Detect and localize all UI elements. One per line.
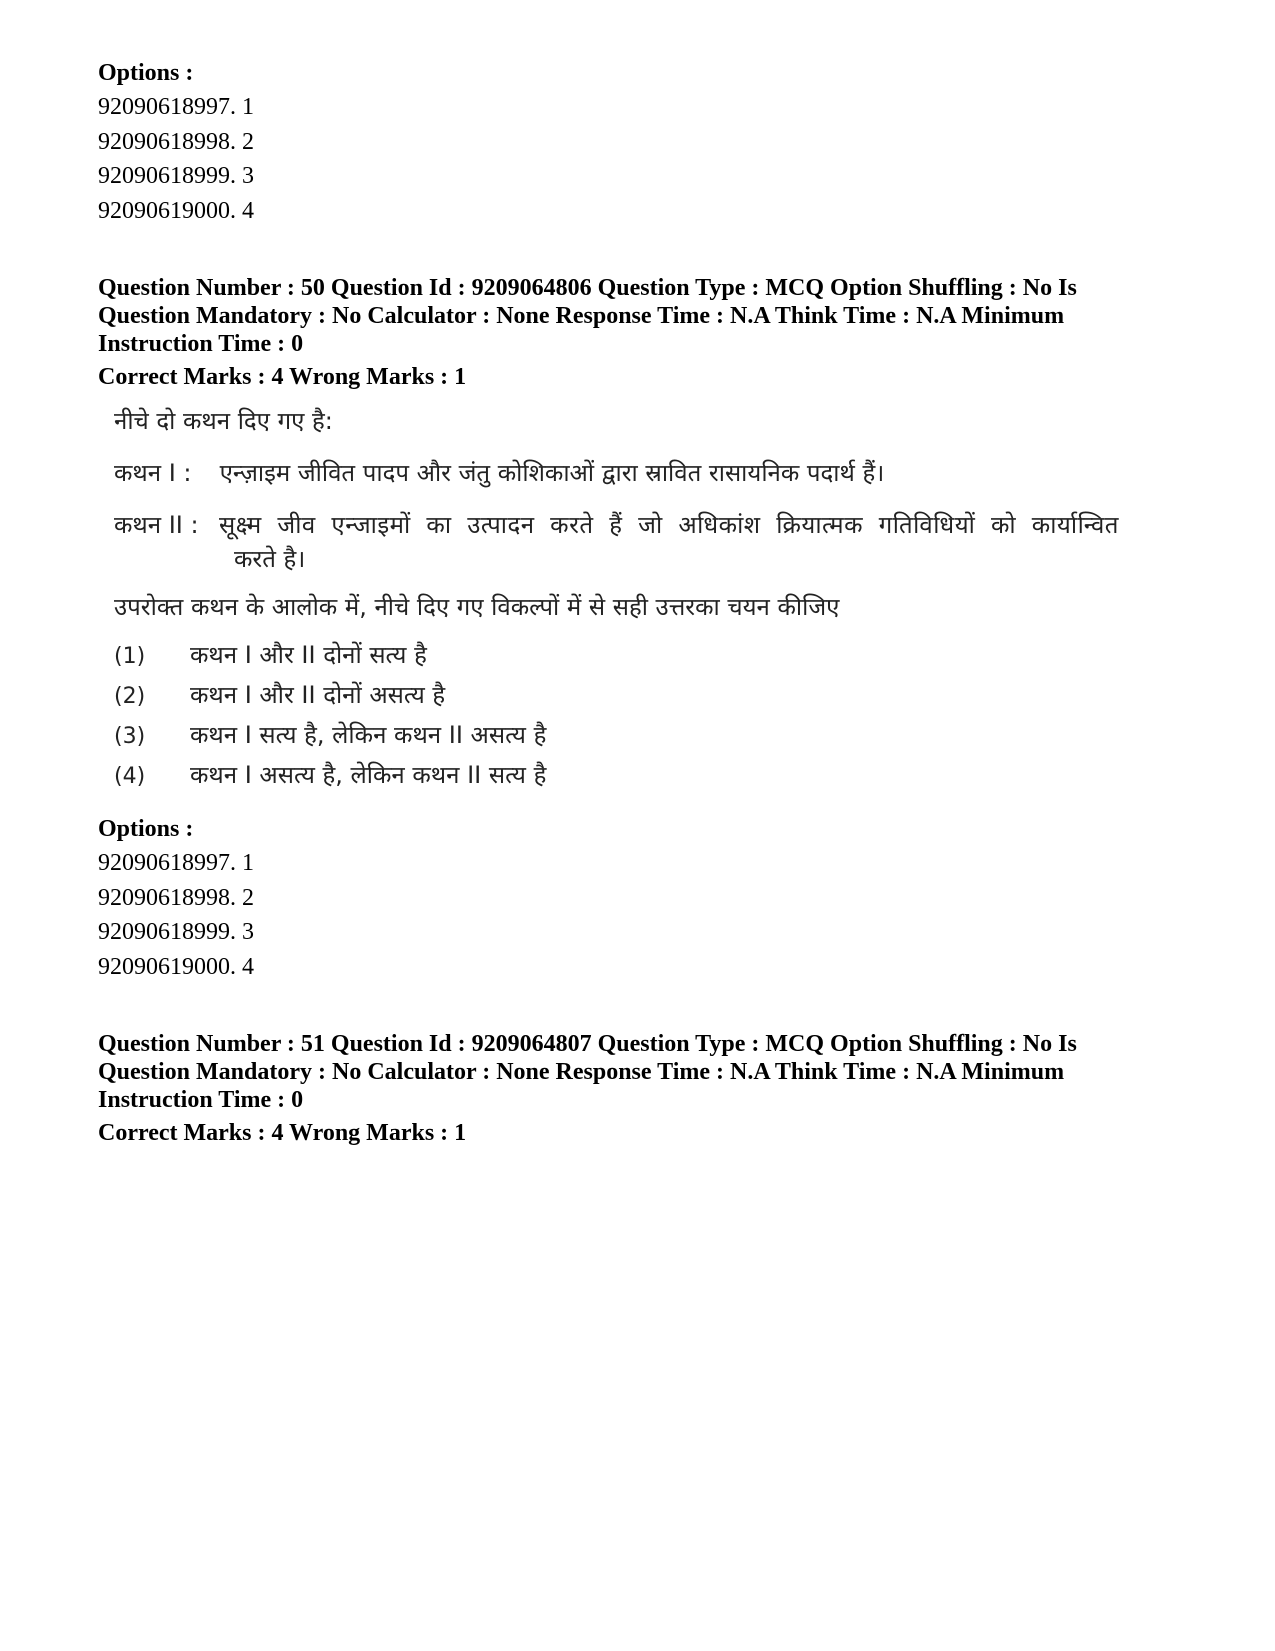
option-item: 92090618998. 2 xyxy=(98,884,254,911)
choice-number: (2) xyxy=(114,684,146,709)
options-section-q49 xyxy=(98,56,1178,228)
option-item: 92090619000. 4 xyxy=(98,953,254,980)
choice-text: कथन I और II दोनों असत्य है xyxy=(190,681,446,709)
option-item: 92090618999. 3 xyxy=(98,919,254,945)
statement-2-text-line2: करते है। xyxy=(234,545,306,573)
choice-text: कथन I सत्य है, लेकिन कथन II असत्य है xyxy=(190,721,547,749)
option-item: 92090618998. 2 xyxy=(98,128,254,155)
choice-number: (4) xyxy=(114,764,146,789)
question-50-meta xyxy=(98,274,1178,392)
option-item: 92090618997. 1 xyxy=(98,94,254,120)
question-marks: Correct Marks : 4 Wrong Marks : 1 xyxy=(98,1120,467,1146)
statement-1-text: एन्ज़ाइम जीवित पादप और जंतु कोशिकाओं द्वारा स्रावित रासायनिक पदार्थ हैं। xyxy=(219,459,885,487)
statement-2 xyxy=(114,508,1124,578)
choice-item xyxy=(114,638,427,671)
options-heading: Options : xyxy=(98,816,194,842)
question-meta-line: Question Mandatory : No Calculator : None Response Time : N.A Think Time : N.A Minimum xyxy=(98,303,1065,329)
choice-item xyxy=(114,678,445,711)
choice-number: (1) xyxy=(114,644,146,669)
question-meta-line: Question Number : 50 Question Id : 9209064806 Question Type : MCQ Option Shuffling : No Is xyxy=(98,275,1077,301)
question-marks: Correct Marks : 4 Wrong Marks : 1 xyxy=(98,364,467,390)
choice-item xyxy=(114,758,546,791)
options-list xyxy=(98,90,1178,228)
option-item: 92090618997. 1 xyxy=(98,850,254,876)
question-instruction: उपरोक्त कथन के आलोक में, नीचे दिए गए विकल्पों में से सही उत्तरका चयन कीजिए xyxy=(114,593,840,621)
question-intro: नीचे दो कथन दिए गए है: xyxy=(114,407,333,435)
options-section-q50 xyxy=(98,812,1178,984)
question-meta-line: Question Number : 51 Question Id : 9209064807 Question Type : MCQ Option Shuffling : No Is xyxy=(98,1031,1077,1057)
question-51-meta xyxy=(98,1030,1178,1148)
choice-text: कथन I असत्य है, लेकिन कथन II सत्य है xyxy=(190,761,547,789)
options-list xyxy=(98,846,1178,984)
choice-number: (3) xyxy=(114,724,146,749)
statement-2-text-line1: सूक्ष्म जीव एन्जाइमों का उत्पादन करते हैं जो अधिकांश क्रियात्मक गतिविधियों को कार्यान्वित xyxy=(219,511,1119,539)
statement-1-label: कथन I : xyxy=(114,459,192,487)
question-meta-line: Instruction Time : 0 xyxy=(98,1087,304,1113)
options-heading: Options : xyxy=(98,60,194,86)
question-meta-line: Instruction Time : 0 xyxy=(98,331,304,357)
statement-1 xyxy=(114,456,884,489)
choice-item xyxy=(114,718,546,751)
option-item: 92090619000. 4 xyxy=(98,197,254,224)
statement-2-label: कथन II : xyxy=(114,511,199,539)
option-item: 92090618999. 3 xyxy=(98,163,254,189)
question-meta-line: Question Mandatory : No Calculator : None Response Time : N.A Think Time : N.A Minimum xyxy=(98,1059,1065,1085)
choice-text: कथन I और II दोनों सत्य है xyxy=(190,641,427,669)
